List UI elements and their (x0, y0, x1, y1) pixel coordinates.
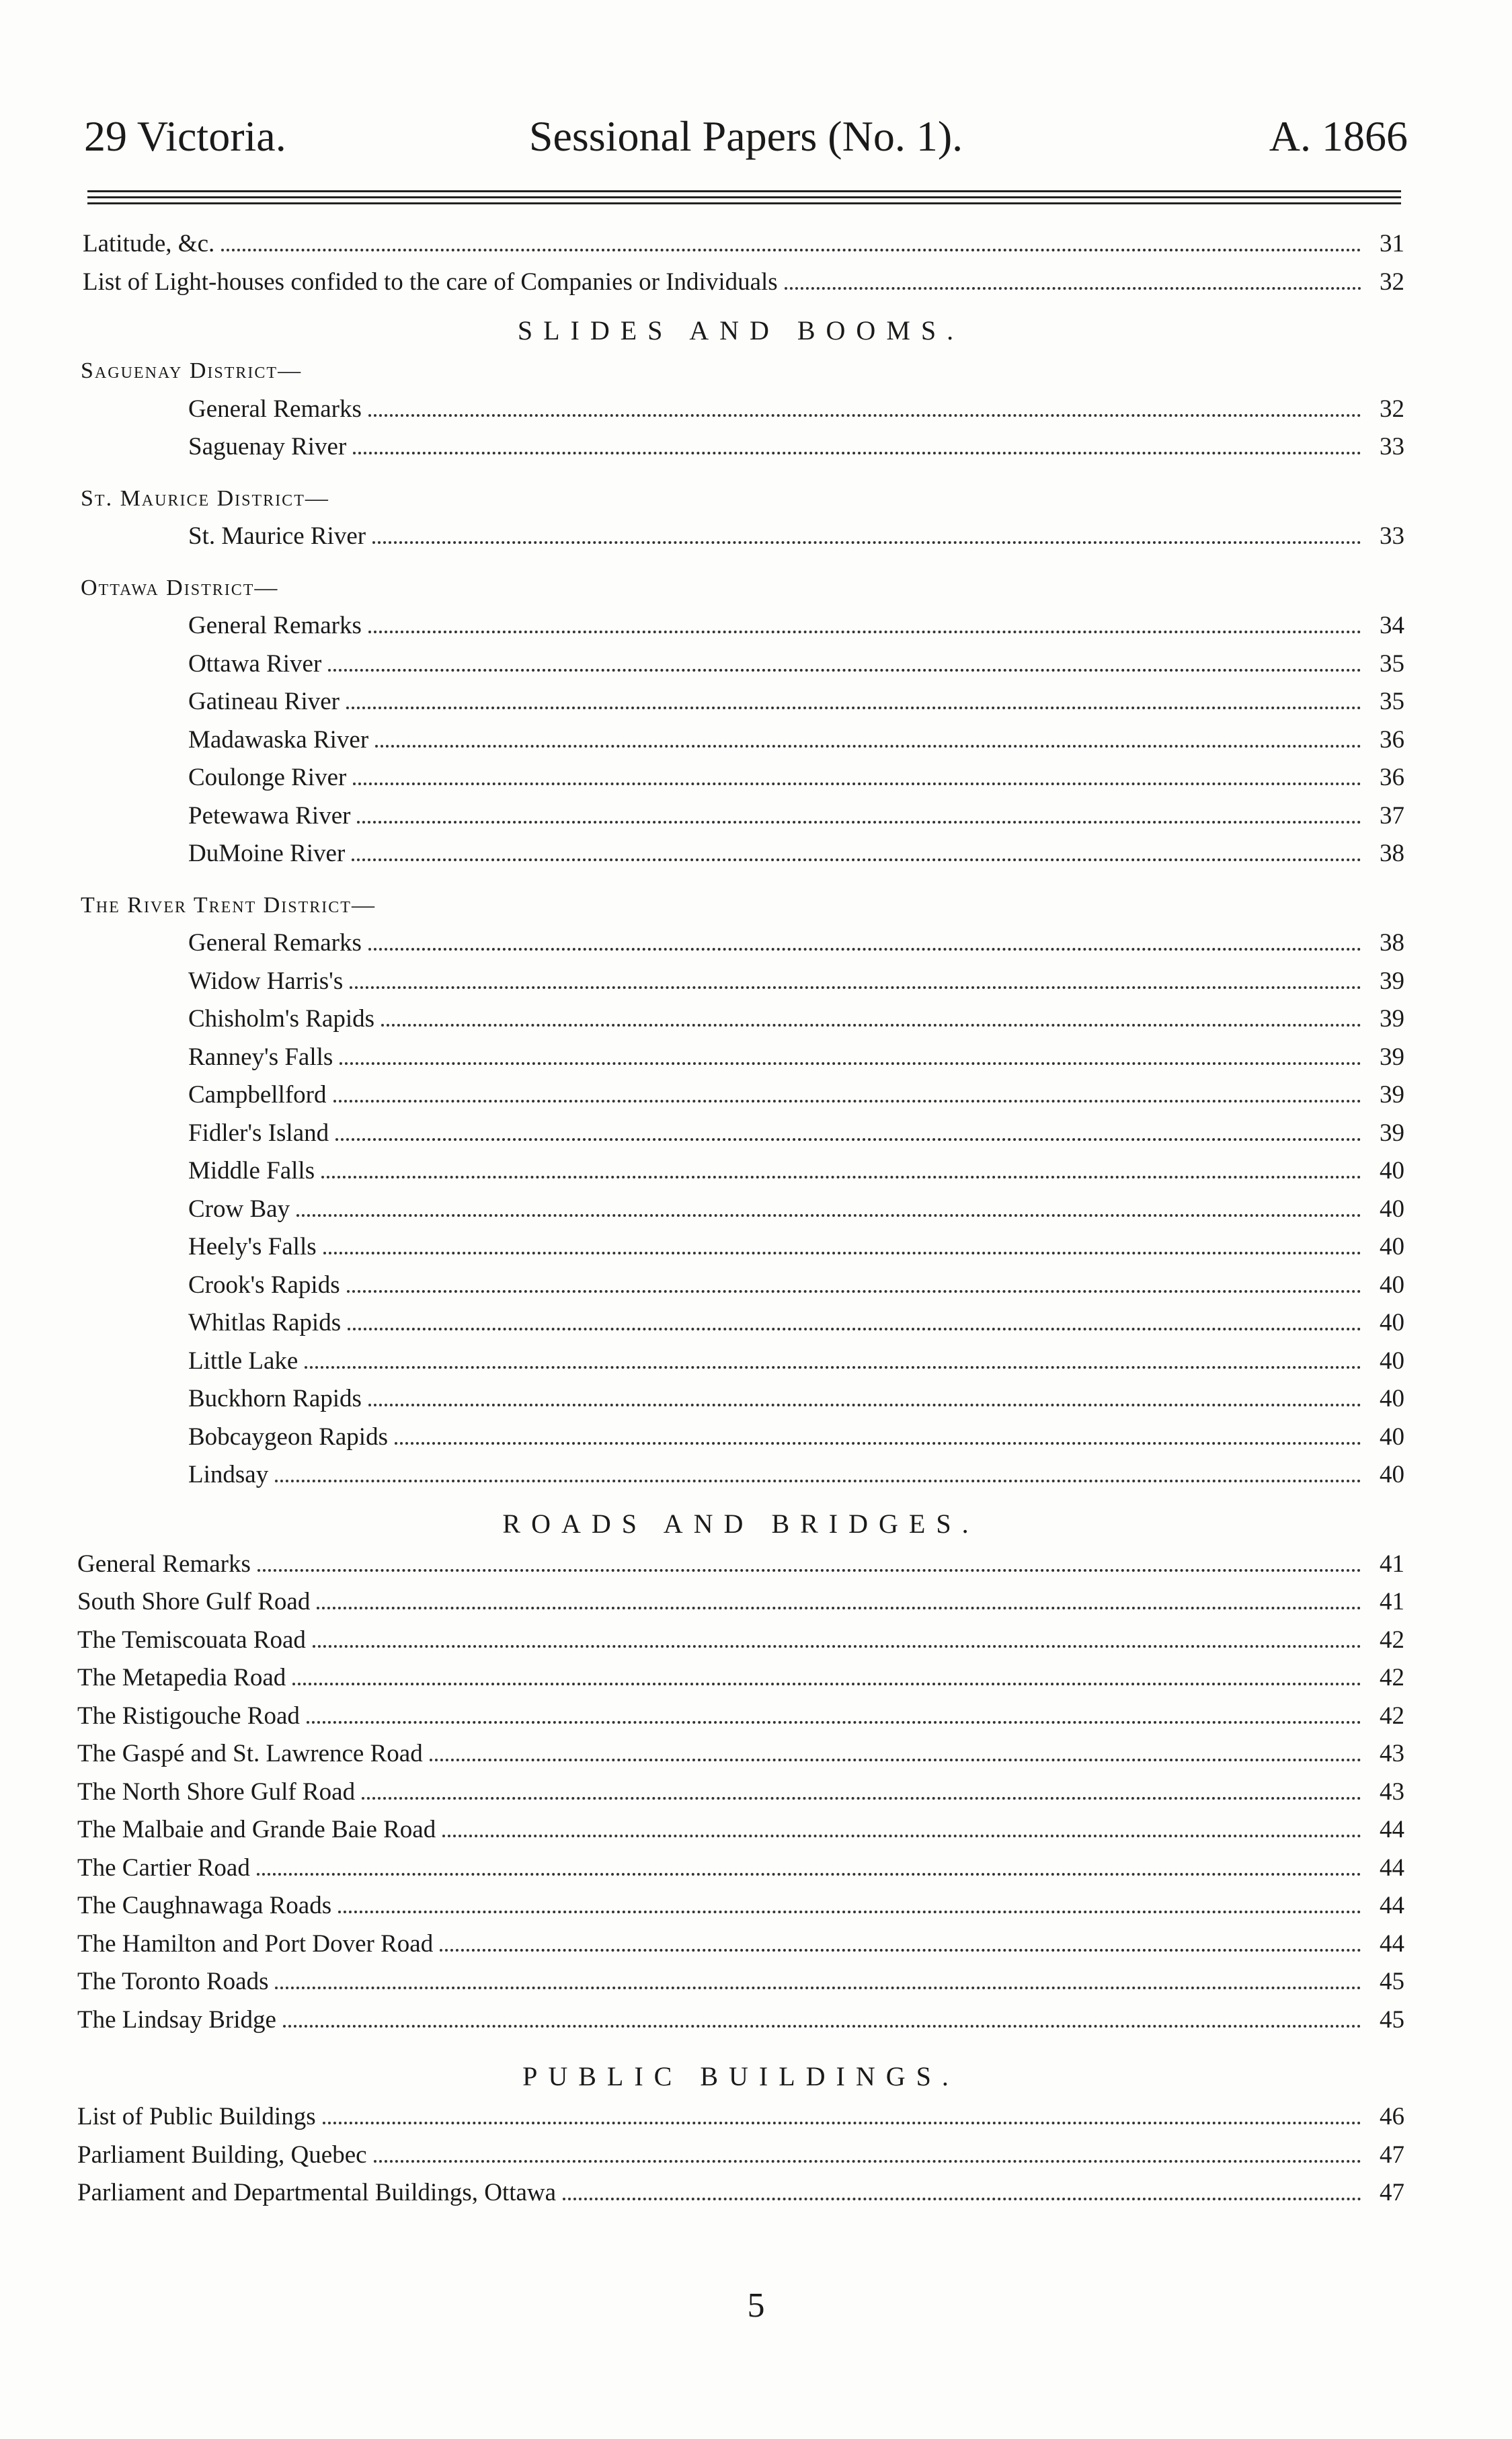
dot-leader (350, 986, 1361, 989)
entry-title: Lindsay (188, 1461, 269, 1488)
entry-title: Parliament Building, Quebec (77, 2141, 367, 2169)
entry-page-number: 33 (1380, 522, 1404, 550)
toc-entry (77, 835, 1404, 873)
toc-entry (77, 391, 1404, 429)
dot-leader (563, 2198, 1361, 2200)
entry-title: Whitlas Rapids (188, 1309, 342, 1336)
entry-page-number: 44 (1380, 1892, 1404, 1919)
entry-page-number: 32 (1380, 268, 1404, 296)
dot-leader (305, 1366, 1361, 1369)
entry-page-number: 41 (1380, 1588, 1404, 1615)
entry-page-number: 40 (1380, 1461, 1404, 1488)
entry-title: Parliament and Departmental Buildings, Ottawa (77, 2179, 557, 2206)
dot-leader (430, 1759, 1361, 1761)
entry-page-number: 38 (1380, 840, 1404, 867)
entry-title: List of Public Buildings (77, 2103, 316, 2130)
entry-page-number: 47 (1380, 2179, 1404, 2206)
toc-entry (77, 1963, 1404, 2001)
dot-leader (292, 1683, 1361, 1685)
toc-entry (77, 924, 1404, 963)
entry-title: General Remarks (77, 1550, 251, 1578)
toc-entry (77, 1735, 1404, 1773)
dot-leader (785, 287, 1361, 290)
entry-page-number: 45 (1380, 1968, 1404, 1995)
section-heading: ROADS AND BRIDGES. (502, 1508, 980, 1539)
entry-page-number: 41 (1380, 1550, 1404, 1578)
page-number: 5 (747, 2286, 765, 2325)
header-rule (87, 196, 1401, 198)
toc-entry (77, 1000, 1404, 1039)
entry-page-number: 39 (1380, 1043, 1404, 1071)
entry-page-number: 42 (1380, 1626, 1404, 1654)
toc-entry (77, 428, 1404, 467)
entry-page-number: 31 (1380, 230, 1404, 257)
entry-page-number: 33 (1380, 433, 1404, 461)
toc-entry (77, 759, 1404, 797)
entry-page-number: 44 (1380, 1929, 1404, 1958)
dot-leader (353, 452, 1361, 454)
dot-leader (368, 414, 1361, 417)
toc-entry (77, 1773, 1404, 1812)
entry-title: The Caughnawaga Roads (77, 1892, 332, 1919)
dot-leader (335, 1138, 1361, 1141)
toc-entry (77, 1622, 1404, 1660)
dot-leader (346, 707, 1361, 709)
entry-title: The Temiscouata Road (77, 1626, 306, 1654)
entry-title: The Malbaie and Grande Baie Road (77, 1816, 436, 1843)
dot-leader (275, 1987, 1361, 1989)
entry-title: Ranney's Falls (188, 1043, 333, 1071)
entry-page-number: 34 (1380, 612, 1404, 639)
entry-title: List of Light-houses confided to the care of Companies or Individuals (83, 268, 778, 296)
entry-page-number: 40 (1380, 1157, 1404, 1185)
dot-leader (372, 541, 1361, 544)
dot-leader (440, 1949, 1361, 1952)
toc-entry (77, 1380, 1404, 1418)
toc-entry (77, 683, 1404, 721)
section-heading: SLIDES AND BOOMS. (517, 315, 965, 346)
dot-leader (368, 1404, 1361, 1406)
dot-leader (338, 1911, 1361, 1913)
entry-title: Petewawa River (188, 801, 351, 830)
entry-page-number: 42 (1380, 1702, 1404, 1730)
dot-leader (353, 783, 1361, 785)
entry-page-number: 39 (1380, 1119, 1404, 1147)
entry-page-number: 43 (1380, 1740, 1404, 1767)
dot-leader (347, 1290, 1361, 1293)
dot-leader (257, 1569, 1361, 1572)
dot-leader (352, 858, 1361, 861)
toc-entry (77, 264, 1404, 302)
entry-title: General Remarks (188, 612, 362, 639)
entry-title: Little Lake (188, 1347, 299, 1375)
dot-leader (368, 948, 1361, 951)
dot-leader (381, 1024, 1361, 1027)
entry-title: The Ristigouche Road (77, 1702, 300, 1730)
toc-entry (77, 1697, 1404, 1736)
entry-page-number: 46 (1380, 2103, 1404, 2130)
entry-page-number: 40 (1380, 1271, 1404, 1299)
toc-entry (77, 1456, 1404, 1494)
entry-page-number: 44 (1380, 1853, 1404, 1882)
dot-leader (348, 1328, 1361, 1330)
entry-title: Gatineau River (188, 688, 340, 715)
entry-title: The Cartier Road (77, 1853, 250, 1882)
entry-page-number: 32 (1380, 395, 1404, 423)
toc-entry (77, 721, 1404, 760)
dot-leader (357, 821, 1361, 824)
dot-leader (323, 1252, 1361, 1254)
dot-leader (307, 1721, 1361, 1724)
district-heading: The River Trent District— (81, 892, 376, 918)
running-header (84, 97, 1408, 158)
dot-leader (317, 1607, 1361, 1609)
dot-leader (257, 1873, 1361, 1876)
dot-leader (395, 1442, 1361, 1445)
entry-title: The Gaspé and St. Lawrence Road (77, 1740, 423, 1767)
entry-title: The Metapedia Road (77, 1664, 286, 1691)
entry-page-number: 45 (1380, 2005, 1404, 2034)
entry-page-number: 40 (1380, 1233, 1404, 1261)
entry-page-number: 39 (1380, 1081, 1404, 1109)
dot-leader (374, 2160, 1361, 2163)
entry-page-number: 42 (1380, 1664, 1404, 1691)
toc-entry (77, 1039, 1404, 1077)
entry-title: Middle Falls (188, 1157, 315, 1185)
toc-entry (77, 1811, 1404, 1849)
entry-title: South Shore Gulf Road (77, 1588, 311, 1615)
entry-title: Chisholm's Rapids (188, 1005, 375, 1033)
toc-entry (77, 1304, 1404, 1343)
entry-title: DuMoine River (188, 840, 346, 867)
dot-leader (323, 2122, 1361, 2124)
toc-entry (77, 1191, 1404, 1229)
toc-entry (77, 1228, 1404, 1267)
entry-title: Campbellford (188, 1081, 327, 1109)
entry-page-number: 39 (1380, 1005, 1404, 1033)
entry-title: Buckhorn Rapids (188, 1385, 362, 1412)
toc-entry (77, 1152, 1404, 1191)
dot-leader (283, 2025, 1361, 2028)
entry-title: Madawaska River (188, 725, 369, 754)
toc-entry (77, 2098, 1404, 2136)
entry-page-number: 36 (1380, 725, 1404, 754)
entry-title: Fidler's Island (188, 1119, 329, 1147)
district-heading: St. Maurice District— (81, 485, 329, 511)
toc-entry (77, 518, 1404, 556)
entry-title: St. Maurice River (188, 522, 366, 550)
entry-title: Saguenay River (188, 433, 347, 461)
entry-title: Bobcaygeon Rapids (188, 1423, 388, 1451)
entry-page-number: 38 (1380, 929, 1404, 957)
entry-title: Widow Harris's (188, 967, 344, 995)
toc-entry (77, 1887, 1404, 1925)
toc-entry (77, 607, 1404, 645)
entry-page-number: 43 (1380, 1777, 1404, 1806)
dot-leader (368, 631, 1361, 633)
table-of-contents (77, 225, 1404, 2212)
entry-title: The Toronto Roads (77, 1968, 269, 1995)
entry-title: Latitude, &c. (83, 230, 215, 257)
toc-entry (77, 1267, 1404, 1305)
toc-entry (77, 1925, 1404, 1964)
dot-leader (333, 1100, 1361, 1103)
dot-leader (340, 1062, 1361, 1065)
dot-leader (321, 1176, 1361, 1178)
entry-title: The North Shore Gulf Road (77, 1777, 356, 1806)
dot-leader (296, 1214, 1361, 1217)
toc-entry (77, 2001, 1404, 2040)
header-title: Sessional Papers (No. 1). (528, 112, 963, 160)
dot-leader (221, 249, 1361, 251)
district-heading: Saguenay District— (81, 358, 303, 383)
header-rule (87, 202, 1401, 204)
entry-title: General Remarks (188, 395, 362, 423)
entry-title: The Hamilton and Port Dover Road (77, 1929, 434, 1958)
dot-leader (328, 669, 1361, 672)
entry-page-number: 36 (1380, 764, 1404, 791)
section-heading: PUBLIC BUILDINGS. (522, 2061, 959, 2091)
entry-title: Heely's Falls (188, 1233, 317, 1261)
toc-entry (77, 2174, 1404, 2212)
dot-leader (362, 1797, 1361, 1800)
entry-title: Coulonge River (188, 764, 347, 791)
entry-page-number: 40 (1380, 1347, 1404, 1375)
toc-entry (77, 797, 1404, 836)
dot-leader (375, 745, 1361, 748)
entry-page-number: 40 (1380, 1309, 1404, 1336)
toc-entry (77, 1343, 1404, 1381)
toc-entry (77, 1418, 1404, 1457)
entry-page-number: 44 (1380, 1816, 1404, 1843)
entry-page-number: 40 (1380, 1423, 1404, 1451)
entry-title: Ottawa River (188, 649, 322, 678)
entry-page-number: 39 (1380, 967, 1404, 995)
header-year: A. 1866 (1269, 112, 1408, 160)
toc-entry (77, 1849, 1404, 1888)
entry-title: Crook's Rapids (188, 1271, 340, 1299)
entry-page-number: 37 (1380, 801, 1404, 830)
header-rule (87, 190, 1401, 192)
toc-entry (77, 645, 1404, 684)
toc-entry (77, 225, 1404, 264)
entry-title: General Remarks (188, 929, 362, 957)
toc-entry (77, 1659, 1404, 1697)
toc-entry (77, 2136, 1404, 2175)
entry-page-number: 47 (1380, 2141, 1404, 2169)
dot-leader (442, 1835, 1361, 1837)
toc-entry (77, 963, 1404, 1001)
dot-leader (275, 1480, 1361, 1482)
entry-title: Crow Bay (188, 1195, 290, 1223)
dot-leader (313, 1645, 1361, 1648)
district-heading: Ottawa District— (81, 575, 279, 600)
toc-entry (77, 1546, 1404, 1584)
entry-title: The Lindsay Bridge (77, 2005, 276, 2034)
entry-page-number: 40 (1380, 1195, 1404, 1223)
entry-page-number: 35 (1380, 688, 1404, 715)
header-session: 29 Victoria. (84, 112, 286, 160)
entry-page-number: 35 (1380, 649, 1404, 678)
toc-entry (77, 1115, 1404, 1153)
toc-entry (77, 1583, 1404, 1622)
toc-entry (77, 1076, 1404, 1115)
entry-page-number: 40 (1380, 1385, 1404, 1412)
